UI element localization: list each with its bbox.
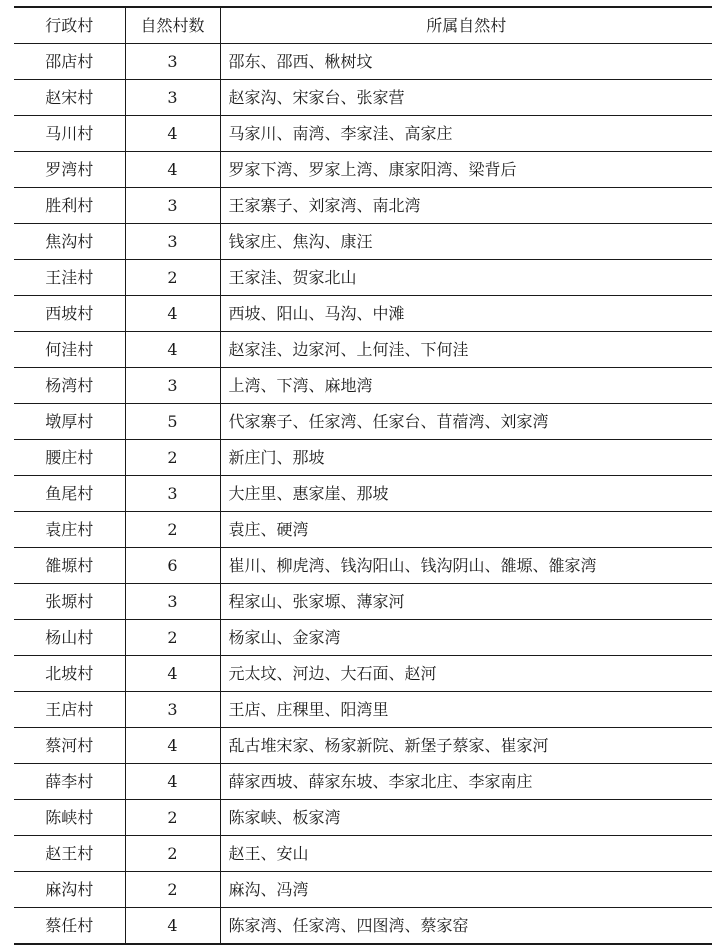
natural-villages-cell: 上湾、下湾、麻地湾 bbox=[220, 368, 712, 404]
natural-villages-cell: 乱古堆宋家、杨家新院、新堡子蔡家、崔家河 bbox=[220, 728, 712, 764]
natural-villages-cell: 邵东、邵西、楸树坟 bbox=[228, 52, 373, 71]
natural-villages-cell: 王家寨子、刘家湾、南北湾 bbox=[220, 188, 712, 224]
admin-village-cell: 西坡村 bbox=[14, 296, 125, 332]
admin-village-cell: 杨山村 bbox=[14, 620, 125, 656]
natural-village-count-cell: 2 bbox=[125, 620, 220, 656]
village-table bbox=[14, 6, 712, 945]
natural-village-count-cell: 4 bbox=[125, 332, 220, 368]
natural-village-count-cell: 2 bbox=[125, 440, 220, 476]
admin-village-cell: 蔡河村 bbox=[14, 728, 125, 764]
table-row bbox=[14, 116, 712, 152]
natural-village-count-cell: 2 bbox=[125, 800, 220, 836]
natural-village-count-cell: 3 bbox=[125, 44, 220, 80]
admin-village-cell: 鱼尾村 bbox=[14, 476, 125, 512]
natural-villages-cell: 王店、庄稞里、阳湾里 bbox=[220, 692, 712, 728]
natural-villages-cell: 马家川、南湾、李家洼、高家庄 bbox=[220, 116, 712, 152]
table-body bbox=[14, 44, 712, 945]
natural-village-count-cell: 3 bbox=[125, 224, 220, 260]
natural-villages-cell: 麻沟、冯湾 bbox=[220, 872, 712, 908]
natural-villages-cell: 大庄里、惠家崖、那坡 bbox=[220, 476, 712, 512]
table-row bbox=[14, 548, 712, 584]
table-row bbox=[14, 224, 712, 260]
village-table-container bbox=[14, 6, 712, 945]
table-row bbox=[14, 440, 712, 476]
table-row bbox=[14, 152, 712, 188]
natural-villages-cell: 陈家峡、板家湾 bbox=[220, 800, 712, 836]
natural-villages-cell: 杨家山、金家湾 bbox=[220, 620, 712, 656]
natural-villages-cell: 元太坟、河边、大石面、赵河 bbox=[220, 656, 712, 692]
natural-villages-cell: 赵家沟、宋家台、张家营 bbox=[220, 80, 712, 116]
natural-village-count-cell: 4 bbox=[125, 728, 220, 764]
table-row bbox=[14, 728, 712, 764]
admin-village-cell: 王店村 bbox=[14, 692, 125, 728]
admin-village-cell: 蔡任村 bbox=[14, 908, 125, 945]
admin-village-cell: 马川村 bbox=[14, 116, 125, 152]
table-row bbox=[14, 188, 712, 224]
natural-villages-cell: 程家山、张家塬、薄家河 bbox=[220, 584, 712, 620]
admin-village-cell: 王洼村 bbox=[14, 260, 125, 296]
header-admin-village: 行政村 bbox=[45, 16, 94, 35]
natural-village-count-cell: 3 bbox=[125, 368, 220, 404]
admin-village-cell: 袁庄村 bbox=[14, 512, 125, 548]
admin-village-cell: 雒塬村 bbox=[14, 548, 125, 584]
natural-villages-cell: 袁庄、硬湾 bbox=[220, 512, 712, 548]
natural-villages-cell: 钱家庄、焦沟、康汪 bbox=[220, 224, 712, 260]
natural-village-count-cell: 4 bbox=[125, 656, 220, 692]
natural-villages-cell: 王家洼、贺家北山 bbox=[220, 260, 712, 296]
natural-villages-cell: 西坡、阳山、马沟、中滩 bbox=[220, 296, 712, 332]
natural-village-count-cell: 5 bbox=[125, 404, 220, 440]
table-row bbox=[14, 260, 712, 296]
natural-villages-cell: 崔川、柳虎湾、钱沟阳山、钱沟阴山、雒塬、雒家湾 bbox=[220, 548, 712, 584]
table-row bbox=[14, 332, 712, 368]
admin-village-cell: 何洼村 bbox=[14, 332, 125, 368]
admin-village-cell: 赵宋村 bbox=[14, 80, 125, 116]
natural-village-count-cell: 3 bbox=[125, 80, 220, 116]
admin-village-cell: 陈峡村 bbox=[14, 800, 125, 836]
table-row bbox=[14, 656, 712, 692]
natural-village-count-cell: 2 bbox=[125, 836, 220, 872]
admin-village-cell: 张塬村 bbox=[14, 584, 125, 620]
table-row bbox=[14, 908, 712, 945]
natural-villages-cell: 赵王、安山 bbox=[220, 836, 712, 872]
header-natural-village-count: 自然村数 bbox=[125, 7, 220, 44]
natural-village-count-cell: 4 bbox=[125, 908, 220, 945]
natural-villages-cell: 罗家下湾、罗家上湾、康家阳湾、梁背后 bbox=[220, 152, 712, 188]
table-row bbox=[14, 872, 712, 908]
admin-village-cell: 焦沟村 bbox=[14, 224, 125, 260]
admin-village-cell: 墩厚村 bbox=[14, 404, 125, 440]
natural-village-count-cell: 4 bbox=[125, 116, 220, 152]
admin-village-cell: 赵王村 bbox=[14, 836, 125, 872]
natural-village-count-cell: 3 bbox=[125, 476, 220, 512]
natural-village-count-cell: 3 bbox=[125, 188, 220, 224]
admin-village-cell: 麻沟村 bbox=[14, 872, 125, 908]
table-row bbox=[14, 620, 712, 656]
admin-village-cell: 北坡村 bbox=[14, 656, 125, 692]
natural-village-count-cell: 3 bbox=[125, 584, 220, 620]
natural-villages-cell: 新庄门、那坡 bbox=[220, 440, 712, 476]
natural-village-count-cell: 3 bbox=[125, 692, 220, 728]
natural-villages-cell: 薛家西坡、薛家东坡、李家北庄、李家南庄 bbox=[220, 764, 712, 800]
natural-village-count-cell: 2 bbox=[125, 512, 220, 548]
natural-village-count-cell: 2 bbox=[125, 260, 220, 296]
admin-village-cell: 胜利村 bbox=[14, 188, 125, 224]
table-row bbox=[14, 80, 712, 116]
admin-village-cell: 邵店村 bbox=[45, 52, 94, 71]
table-header bbox=[14, 7, 712, 44]
table-row bbox=[14, 296, 712, 332]
natural-village-count-cell: 6 bbox=[125, 548, 220, 584]
header-row bbox=[14, 7, 712, 44]
table-row bbox=[14, 800, 712, 836]
table-row bbox=[14, 764, 712, 800]
table-row bbox=[14, 512, 712, 548]
table-row bbox=[14, 836, 712, 872]
admin-village-cell: 腰庄村 bbox=[14, 440, 125, 476]
natural-village-count-cell: 2 bbox=[125, 872, 220, 908]
header-natural-villages: 所属自然村 bbox=[426, 16, 507, 35]
table-row bbox=[14, 404, 712, 440]
table-row bbox=[14, 44, 712, 80]
admin-village-cell: 杨湾村 bbox=[14, 368, 125, 404]
table-row bbox=[14, 692, 712, 728]
table-row bbox=[14, 584, 712, 620]
natural-villages-cell: 陈家湾、任家湾、四图湾、蔡家窑 bbox=[220, 908, 712, 945]
admin-village-cell: 罗湾村 bbox=[14, 152, 125, 188]
natural-village-count-cell: 4 bbox=[125, 296, 220, 332]
natural-village-count-cell: 4 bbox=[125, 764, 220, 800]
natural-villages-cell: 赵家洼、边家河、上何洼、下何洼 bbox=[220, 332, 712, 368]
natural-village-count-cell: 4 bbox=[125, 152, 220, 188]
admin-village-cell: 薛李村 bbox=[14, 764, 125, 800]
table-row bbox=[14, 476, 712, 512]
natural-villages-cell: 代家寨子、任家湾、任家台、苜蓿湾、刘家湾 bbox=[220, 404, 712, 440]
table-row bbox=[14, 368, 712, 404]
